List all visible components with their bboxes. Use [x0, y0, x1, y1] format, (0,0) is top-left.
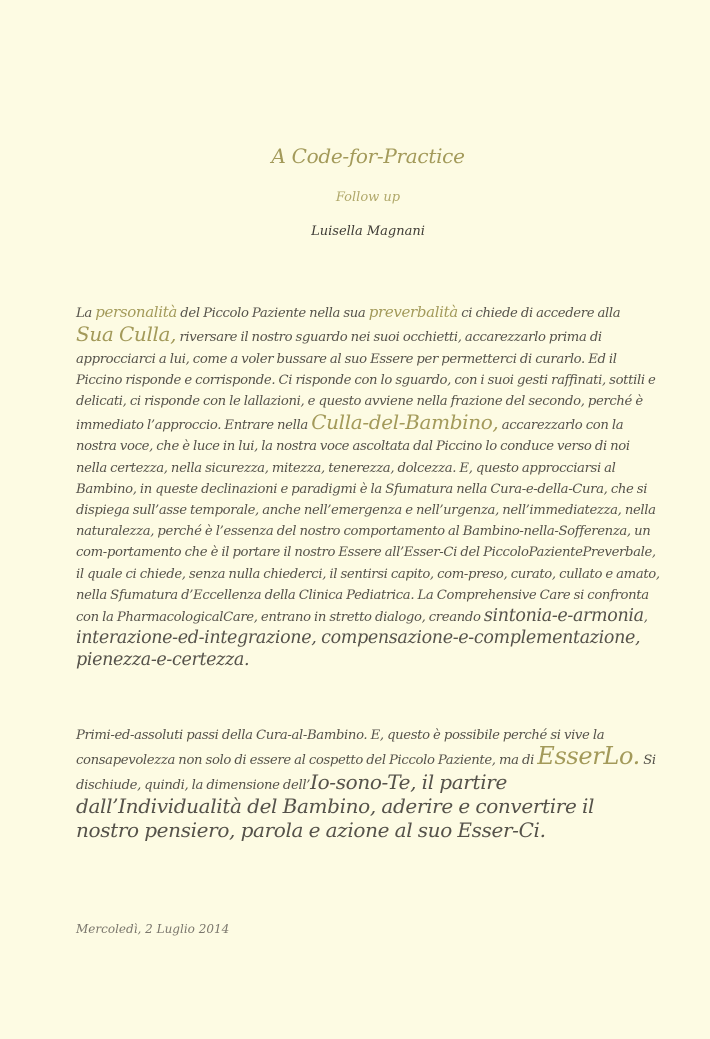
p1-emphasis: sintonia-e-armonia: [483, 606, 644, 627]
document-date: Mercoledì, 2 Luglio 2014: [76, 922, 230, 936]
p2-text: Si dischiude, quindi, la dimensione dell’: [76, 753, 656, 793]
p2-emphasis: Io-sono-Te,: [310, 769, 417, 794]
p2-emphasis: EsserLo.: [537, 742, 640, 771]
p1-text: ,: [643, 610, 648, 626]
p2-emphasis: il partire dall’Individualità del Bambino, aderire e convertire il nostro pensiero, parola e azione al suo Esser-Ci.: [76, 769, 595, 842]
p2-text: Primi-ed-assoluti passi della Cura-al-Bambino. E, questo è possibile perché si vive la consapevolezza non solo di essere al cospetto del Piccolo Paziente, ma di: [76, 728, 605, 769]
p1-text: ci chiede di accedere alla: [457, 306, 621, 322]
p1-emphasis: Culla-del-Bambino,: [311, 410, 499, 435]
body-paragraph-2: [76, 725, 660, 844]
p1-text: del Piccolo Paziente nella sua: [176, 306, 369, 322]
p1-emphasis: Sua Culla,: [76, 322, 177, 347]
p1-text: La: [76, 306, 96, 322]
document-author: Luisella Magnani: [311, 224, 425, 239]
p1-highlight: preverbalità: [368, 303, 458, 322]
p1-emphasis: interazione-ed-integrazione, compensazione-e-complementazione, pienezza-e-certezza.: [76, 628, 641, 671]
document-subtitle: Follow up: [335, 190, 401, 205]
p1-text: accarezzarlo con la nostra voce, che è luce in lui, la nostra voce ascoltata dal Piccino lo conduce verso di noi nella certezza, nella sicurezza, mitezza, tenerezza, dolcezza. E, questo approcciarsi al Bambino, in queste declinazioni e paradigmi è la Sfumatura nella Cura-e-della-Cura, che si dispiega sull’asse temporale, anche nell’emergenza e nell’urgenza, nell’immediatezza, nella naturalezza, perché è l’essenza del nostro comportamento al Bambino-nella-Sofferenza, un com-portamento che è il portare il nostro Essere all’Esser-Ci del PiccoloPazientePreverbale, il quale ci chiede, senza nulla chiederci, il sentirsi capito, com-preso, curato, cullato e amato, nella Sfumatura d’Eccellenza della Clinica Pediatrica. La Comprehensive Care si confronta con la PharmacologicalCare, entrano in stretto dialogo, creando: [76, 418, 660, 626]
p1-highlight: personalità: [95, 303, 177, 322]
body-paragraph-1: [76, 302, 660, 672]
document-title: A Code-for-Practice: [271, 144, 465, 168]
p1-text: riversare il nostro sguardo nei suoi occhietti, accarezzarlo prima di approcciarci a lui, come a voler bussare al suo Essere per permetterci di curarlo. Ed il Piccino risponde e corrisponde. Ci risponde con lo sguardo, con i suoi gesti raffinati, sottili e delicati, ci risponde con le lallazioni, e questo avviene nella frazione del secondo, perché è immediato l’approccio. Entrare nella: [76, 330, 656, 434]
